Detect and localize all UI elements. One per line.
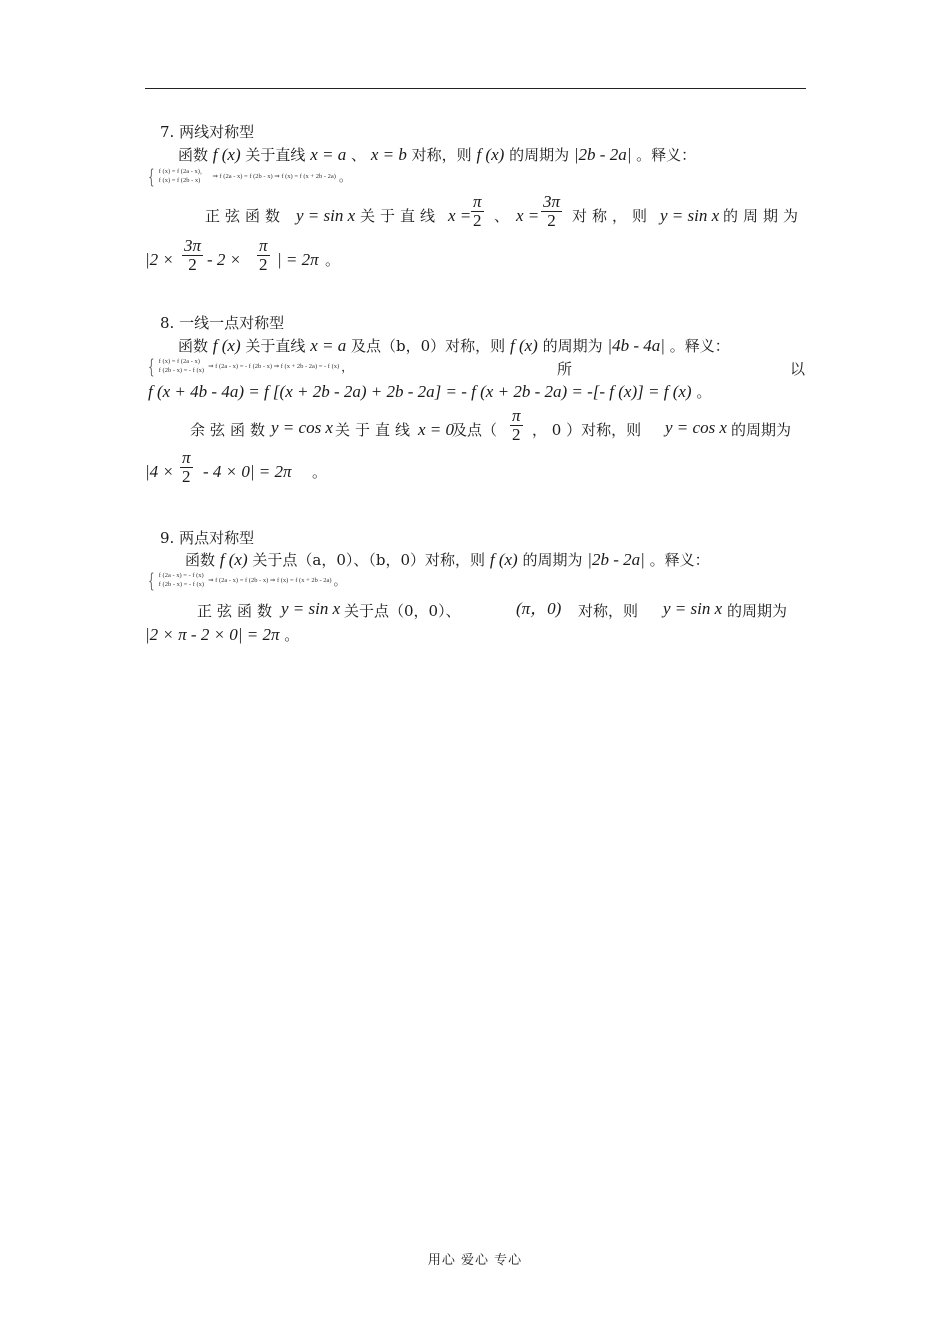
formula: |2 × π - 2 × 0| = 2π xyxy=(145,625,280,644)
text: 。 xyxy=(696,383,712,401)
text: ， xyxy=(341,359,354,374)
fraction xyxy=(257,237,270,274)
section-9-statement xyxy=(185,550,710,570)
brace-icon: { xyxy=(148,354,155,378)
section-7-heading: 7. 两线对称型 xyxy=(160,123,255,141)
page-footer: 用心 爱心 专心 xyxy=(427,1253,523,1268)
formula: |4 × xyxy=(145,462,174,481)
text: 及点（ xyxy=(452,421,498,439)
text: 。释义： xyxy=(636,146,697,164)
text: 。 xyxy=(284,626,300,644)
numerator: π xyxy=(259,236,268,255)
equation: f (2b - x) = - f (x) xyxy=(158,581,205,588)
section-9-heading: 9. 两点对称型 xyxy=(160,529,255,547)
formula: y = sin x xyxy=(660,206,720,225)
text: 函数 xyxy=(178,146,209,164)
formula-fx: f (x) xyxy=(212,336,241,355)
text: 。 xyxy=(312,463,328,481)
section-8-heading: 8. 一线一点对称型 xyxy=(160,314,285,332)
text: 关于点（0，0）、 xyxy=(344,602,461,620)
text: ， 0 ）对称，则 xyxy=(532,421,642,439)
header-rule xyxy=(145,88,806,89)
equation: f (2b - x) = - f (x) xyxy=(158,367,205,374)
denominator: 2 xyxy=(473,211,482,230)
formula-period: |2b - 2a| xyxy=(573,145,632,164)
denominator: 2 xyxy=(188,255,197,274)
equation: f (x) = f (2a - x) xyxy=(158,358,200,365)
text: 所 xyxy=(557,360,573,378)
section-8-statement xyxy=(178,336,730,356)
formula-period: |2b - 2a| xyxy=(587,550,645,569)
text: 关于直线 xyxy=(360,207,441,225)
formula: | = 2π xyxy=(277,250,319,269)
numerator: π xyxy=(182,448,191,467)
formula-xa: x = a xyxy=(310,145,347,164)
text: 、 xyxy=(351,146,367,164)
formula-xa: x = a xyxy=(310,336,347,355)
section-9-derivation xyxy=(145,570,346,590)
numerator: π xyxy=(512,406,521,425)
text: 关于直线 xyxy=(245,337,306,355)
formula: y = cos x xyxy=(665,418,727,437)
formula-fx: f (x) xyxy=(219,550,248,569)
formula-fx: f (x) xyxy=(509,336,538,355)
equation: ⇒ f (2a - x) = - f (2b - x) ⇒ f (x + 2b - 2a) = - f (x) xyxy=(208,362,340,370)
equation: f (2a - x) = - f (x) xyxy=(158,572,204,579)
formula: y = sin x xyxy=(281,599,341,618)
formula: x = xyxy=(516,206,540,225)
text: 、 xyxy=(494,207,510,225)
section-9-example: 正弦函数 xyxy=(197,602,278,620)
fraction xyxy=(510,407,523,444)
formula: x = 0 xyxy=(418,420,455,439)
formula: |2 × xyxy=(145,250,174,269)
formula: (π，0) xyxy=(516,599,562,618)
text: 。释义： xyxy=(649,551,710,569)
formula-fx: f (x) xyxy=(489,550,518,569)
text: 的周期为 xyxy=(727,602,788,620)
text: 。释义： xyxy=(669,337,730,355)
formula: - 4 × 0| = 2π xyxy=(203,462,292,481)
equation: f (x) = f (2a - x)， xyxy=(158,168,207,175)
text: 的周期为 xyxy=(731,421,792,439)
text: 对称，则 xyxy=(411,146,472,164)
text: 。 xyxy=(338,169,351,184)
section-7-statement xyxy=(178,145,696,165)
formula: f (x + 4b - 4a) = f [(x + 2b - 2a) + 2b - 2a] = - f (x + 2b - 2a) = -[- f (x)] = f (x) xyxy=(148,382,692,401)
formula: y = cos x xyxy=(271,418,333,437)
fraction xyxy=(180,449,193,486)
equation: ⇒ f (2a - x) = f (2b - x) ⇒ f (x) = f (x + 2b - 2a) xyxy=(208,576,332,584)
section-8-example: 余弦函数 xyxy=(190,421,271,439)
text: 对称，则 xyxy=(578,602,639,620)
formula: y = sin x xyxy=(296,206,356,225)
text: 关于直线 xyxy=(245,146,306,164)
formula-xb: x = b xyxy=(370,145,407,164)
formula: x = xyxy=(448,206,472,225)
denominator: 2 xyxy=(259,255,268,274)
text: 及点（b，0）对称，则 xyxy=(351,337,506,355)
text: 的周期为 xyxy=(723,207,804,225)
brace-icon: { xyxy=(148,568,155,592)
formula: y = sin x xyxy=(663,599,723,618)
numerator: 3π xyxy=(543,192,561,211)
section-7-example: 正弦函数 xyxy=(205,207,286,225)
formula-fx: f (x) xyxy=(476,145,505,164)
text: 关于点（a，0）、（b，0）对称，则 xyxy=(252,551,486,569)
text: 以 xyxy=(790,360,806,378)
text: 的周期为 xyxy=(542,337,603,355)
fraction xyxy=(471,193,484,230)
section-8-derivation xyxy=(145,356,353,376)
text: 的周期为 xyxy=(522,551,583,569)
formula-period: |4b - 4a| xyxy=(607,336,665,355)
formula: - 2 × xyxy=(207,250,242,269)
text: 函数 xyxy=(185,551,216,569)
section-7-derivation xyxy=(145,166,351,186)
fraction xyxy=(182,237,203,274)
text: 。 xyxy=(325,251,341,269)
formula-fx: f (x) xyxy=(212,145,241,164)
denominator: 2 xyxy=(547,211,556,230)
text: 关于直线 xyxy=(335,421,416,439)
brace-icon: { xyxy=(148,164,155,188)
numerator: π xyxy=(473,192,482,211)
text: 。 xyxy=(333,573,346,588)
numerator: 3π xyxy=(184,236,202,255)
denominator: 2 xyxy=(512,425,521,444)
text: 对称，则 xyxy=(572,207,653,225)
equation: ⇒ f (2a - x) = f (2b - x) ⇒ f (x) = f (x + 2b - 2a) xyxy=(212,172,336,180)
section-9-result xyxy=(145,625,299,645)
equation: f (x) = f (2b - x) xyxy=(158,177,201,184)
denominator: 2 xyxy=(182,467,191,486)
text: 的周期为 xyxy=(509,146,570,164)
text: 函数 xyxy=(178,337,209,355)
section-8-equation xyxy=(148,382,711,402)
fraction xyxy=(541,193,562,230)
